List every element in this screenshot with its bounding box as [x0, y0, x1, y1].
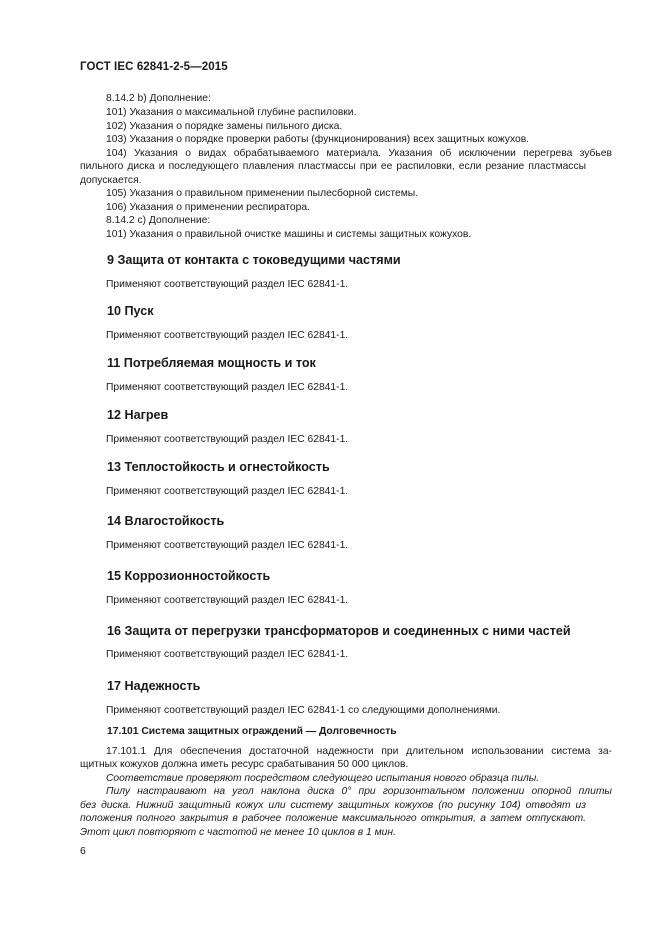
list-item: 102) Указания о порядке замены пильного диска. [106, 121, 343, 132]
page-number: 6 [80, 845, 86, 857]
document-header: ГОСТ IEC 62841-2-5—2015 [80, 61, 228, 73]
section-heading-16: 16 Защита от перегрузки трансформаторов и соединенных с ними частей [107, 624, 571, 638]
section-heading-10: 10 Пуск [107, 304, 154, 318]
section-heading-9: 9 Защита от контакта с токоведущими частями [107, 253, 401, 267]
section-text-17: Применяют соответствующий раздел IEC 62841-1 со следующими дополнениями. [106, 705, 501, 716]
test-procedure-text: Этот цикл повторяют с частотой не менее 10 циклов в 1 мин. [80, 827, 396, 838]
section-text-9: Применяют соответствующий раздел IEC 62841-1. [106, 279, 349, 290]
section-heading-17: 17 Надежность [107, 679, 201, 693]
list-item: 8.14.2 b) Дополнение: [106, 93, 211, 104]
section-heading-11: 11 Потребляемая мощность и ток [107, 356, 316, 370]
list-item: 101) Указания о максимальной глубине распиловки. [106, 107, 357, 118]
section-text-16: Применяют соответствующий раздел IEC 62841-1. [106, 649, 349, 660]
section-heading-15: 15 Коррозионностойкость [107, 569, 271, 583]
section-text-11: Применяют соответствующий раздел IEC 62841-1. [106, 382, 349, 393]
section-text-14: Применяют соответствующий раздел IEC 62841-1. [106, 540, 349, 551]
section-heading-14: 14 Влагостойкость [107, 514, 225, 528]
list-item: 101) Указания о правильной очистке машины и системы защитных кожухов. [106, 229, 472, 240]
test-procedure-text: без диска. Нижний защитный кожух или систему защитных кожухов (по рисунку 104) отводят из [80, 800, 586, 811]
list-item: 103) Указания о порядке проверки работы (функционирования) всех защитных кожухов. [106, 134, 530, 145]
section-text-13: Применяют соответствующий раздел IEC 62841-1. [106, 486, 349, 497]
subsection-heading-17-101: 17.101 Система защитных ограждений — Долговечность [107, 726, 397, 737]
section-heading-13: 13 Теплостойкость и огнестойкость [107, 460, 330, 474]
section-text-10: Применяют соответствующий раздел IEC 62841-1. [106, 330, 349, 341]
section-text-15: Применяют соответствующий раздел IEC 62841-1. [106, 595, 349, 606]
list-item-continuation: допускается. [80, 175, 142, 186]
test-procedure-text: Пилу настраивают на угол наклона диска 0° при горизонтальном положении опорной плиты [106, 786, 612, 797]
list-item: 104) Указания о видах обрабатываемого материала. Указания об исключении перегрева зубьев [106, 148, 612, 159]
paragraph-continuation: щитных кожухов должна иметь ресурс срабатывания 50 000 циклов. [80, 759, 409, 770]
list-item: 106) Указания о применении респиратора. [106, 202, 310, 213]
list-item-continuation: пильного диска и последующего плавления пластмассы при ее распиловки, если резание пластмассы [80, 161, 586, 172]
section-text-12: Применяют соответствующий раздел IEC 62841-1. [106, 434, 349, 445]
list-item: 8.14.2 c) Дополнение: [106, 215, 211, 226]
compliance-text: Соответствие проверяют посредством следующего испытания нового образца пилы. [106, 773, 540, 784]
section-heading-12: 12 Нагрев [107, 408, 169, 422]
paragraph-17-101-1: 17.101.1 Для обеспечения достаточной надежности при длительном использовании система за- [106, 746, 612, 757]
test-procedure-text: положения полного закрытия в рабочее положение максимального открытия, а затем отпускают. [80, 813, 586, 824]
list-item: 105) Указания о правильном применении пылесборной системы. [106, 188, 419, 199]
